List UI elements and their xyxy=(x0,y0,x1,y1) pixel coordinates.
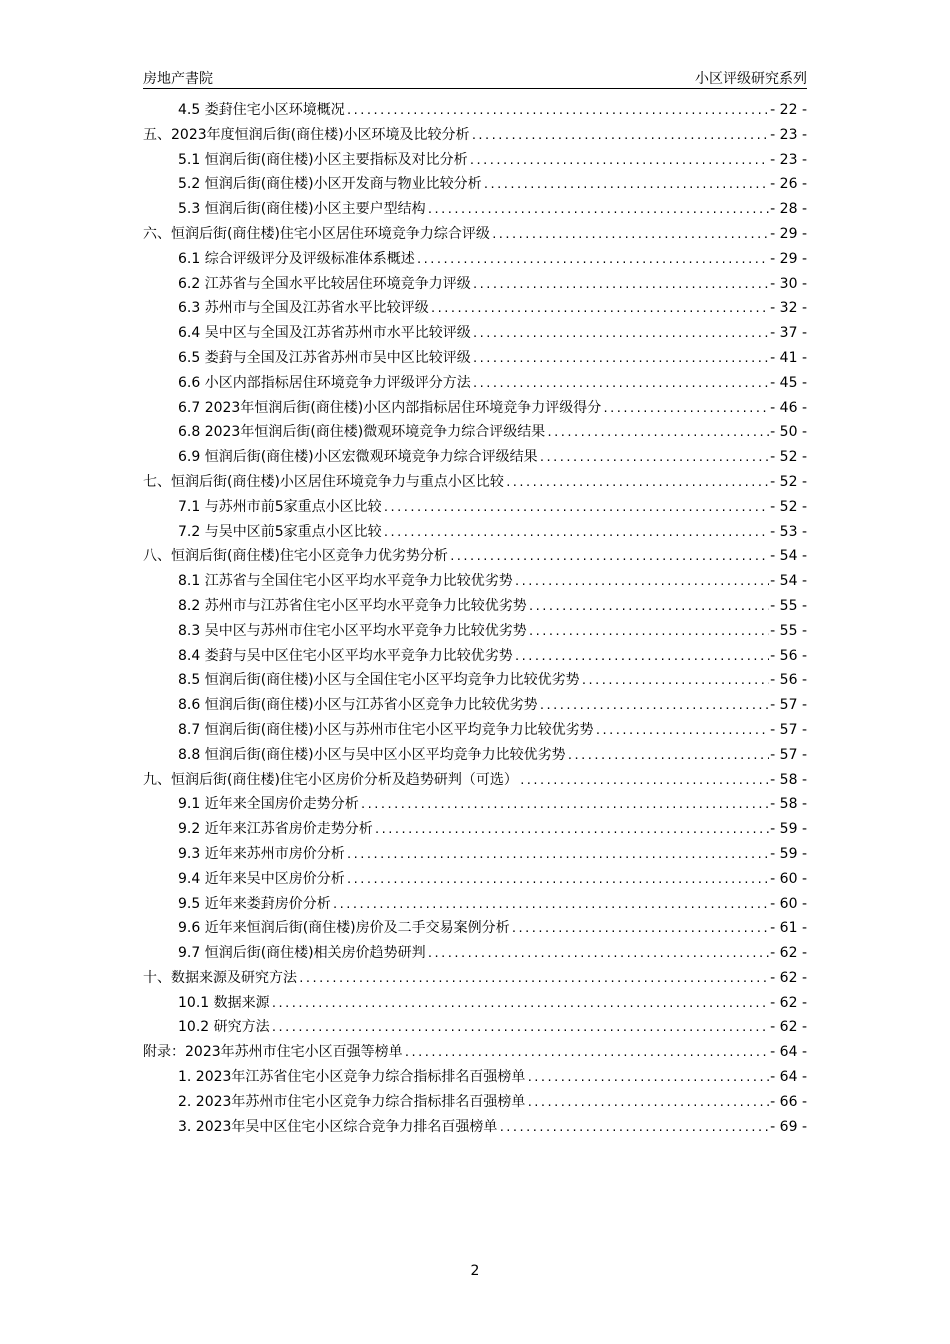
toc-entry[interactable] xyxy=(143,198,807,223)
toc-entry[interactable] xyxy=(143,868,807,893)
toc-entry-title: 9.2 近年来江苏省房价走势分析 xyxy=(178,821,373,838)
toc-entry[interactable] xyxy=(143,397,807,422)
toc-entry[interactable] xyxy=(143,273,807,298)
toc-entry-page: - 52 - xyxy=(770,449,807,466)
toc-entry-page: - 58 - xyxy=(770,796,807,813)
toc-entry-title: 8.5 恒润后街(商住楼)小区与全国住宅小区平均竞争力比较优劣势 xyxy=(178,672,580,689)
toc-entry-page: - 69 - xyxy=(770,1118,807,1135)
toc-entry-title: 8.8 恒润后街(商住楼)小区与吴中区小区平均竞争力比较优劣势 xyxy=(178,746,566,763)
toc-dot-leader xyxy=(514,650,769,663)
toc-entry-title: 1. 2023年江苏省住宅小区竞争力综合指标排名百强榜单 xyxy=(178,1069,526,1086)
toc-entry-page: - 57 - xyxy=(770,721,807,738)
toc-entry-title: 2. 2023年苏州市住宅小区竞争力综合指标排名百强榜单 xyxy=(178,1093,526,1110)
toc-entry-page: - 64 - xyxy=(770,1069,807,1086)
toc-entry[interactable] xyxy=(143,1091,807,1116)
toc-entry-page: - 62 - xyxy=(770,994,807,1011)
toc-entry-title: 8.7 恒润后街(商住楼)小区与苏州市住宅小区平均竞争力比较优劣势 xyxy=(178,721,594,738)
toc-entry-title: 9.7 恒润后街(商住楼)相关房价趋势研判 xyxy=(178,945,426,962)
toc-entry[interactable] xyxy=(143,744,807,769)
toc-dot-leader xyxy=(511,922,770,935)
toc-entry-title: 6.7 2023年恒润后街(商住楼)小区内部指标居住环境竞争力评级得分 xyxy=(178,399,602,416)
toc-entry-title: 6.9 恒润后街(商住楼)小区宏微观环境竞争力综合评级结果 xyxy=(178,449,538,466)
toc-entry-title: 7.1 与苏州市前5家重点小区比较 xyxy=(178,498,382,515)
toc-entry-title: 6.5 娄葑与全国及江苏省苏州市吴中区比较评级 xyxy=(178,349,471,366)
toc-entry-page: - 30 - xyxy=(770,275,807,292)
toc-entry-page: - 45 - xyxy=(770,374,807,391)
toc-entry[interactable] xyxy=(143,793,807,818)
toc-dot-leader xyxy=(416,253,769,266)
toc-entry[interactable] xyxy=(143,124,807,149)
toc-entry-page: - 54 - xyxy=(770,548,807,565)
toc-entry-page: - 58 - xyxy=(770,771,807,788)
toc-dot-leader xyxy=(472,327,769,340)
toc-entry-page: - 60 - xyxy=(770,895,807,912)
toc-entry-page: - 29 - xyxy=(770,250,807,267)
toc-entry-page: - 59 - xyxy=(770,845,807,862)
page-number: 2 xyxy=(470,1263,480,1279)
header-publisher: 房地产書院 xyxy=(143,71,213,87)
toc-dot-leader xyxy=(514,575,769,588)
toc-entry-page: - 62 - xyxy=(770,945,807,962)
toc-entry-page: - 22 - xyxy=(770,102,807,118)
toc-entry-title: 8.4 娄葑与吴中区住宅小区平均水平竞争力比较优劣势 xyxy=(178,647,513,664)
toc-entry-page: - 57 - xyxy=(770,746,807,763)
toc-dot-leader xyxy=(271,997,770,1010)
toc-entry[interactable] xyxy=(143,297,807,322)
toc-entry-title: 10.2 研究方法 xyxy=(178,1019,270,1036)
toc-entry[interactable] xyxy=(143,1016,807,1041)
toc-dot-leader xyxy=(528,600,769,613)
toc-entry-title: 9.3 近年来苏州市房价分析 xyxy=(178,845,345,862)
toc-dot-leader xyxy=(298,972,769,985)
toc-entry-title: 八、恒润后街(商住楼)住宅小区竞争力优劣势分析 xyxy=(143,548,448,565)
toc-entry[interactable] xyxy=(143,1066,807,1091)
toc-entry-title: 4.5 娄葑住宅小区环境概况 xyxy=(178,102,345,118)
toc-entry-title: 9.5 近年来娄葑房价分析 xyxy=(178,895,331,912)
toc-entry[interactable] xyxy=(143,496,807,521)
toc-entry-title: 附录：2023年苏州市住宅小区百强等榜单 xyxy=(143,1044,403,1061)
toc-entry-title: 九、恒润后街(商住楼)住宅小区房价分析及趋势研判（可选） xyxy=(143,771,518,788)
toc-entry-title: 3. 2023年吴中区住宅小区综合竞争力排名百强榜单 xyxy=(178,1118,498,1135)
toc-dot-leader xyxy=(505,476,769,489)
toc-dot-leader xyxy=(427,203,770,216)
toc-dot-leader xyxy=(595,724,770,737)
toc-entry-page: - 28 - xyxy=(770,201,807,218)
toc-entry-page: - 64 - xyxy=(770,1044,807,1061)
toc-entry[interactable] xyxy=(143,421,807,446)
toc-dot-leader xyxy=(346,873,769,886)
toc-entry-page: - 52 - xyxy=(770,473,807,490)
toc-entry[interactable] xyxy=(143,992,807,1017)
toc-entry[interactable] xyxy=(143,1041,807,1066)
toc-entry[interactable] xyxy=(143,769,807,794)
toc-entry-page: - 53 - xyxy=(770,523,807,540)
toc-entry-page: - 61 - xyxy=(770,920,807,937)
toc-entry[interactable] xyxy=(143,545,807,570)
toc-dot-leader xyxy=(346,104,769,117)
toc-dot-leader xyxy=(383,501,770,514)
toc-entry[interactable] xyxy=(143,99,807,124)
toc-entry[interactable] xyxy=(143,818,807,843)
toc-entry[interactable] xyxy=(143,620,807,645)
toc-entry-page: - 62 - xyxy=(770,1019,807,1036)
toc-dot-leader xyxy=(404,1046,770,1059)
toc-dot-leader xyxy=(546,426,769,439)
toc-dot-leader xyxy=(383,526,770,539)
toc-dot-leader xyxy=(491,228,769,241)
toc-entry[interactable] xyxy=(143,1116,807,1141)
toc-dot-leader xyxy=(539,699,770,712)
toc-entry-title: 七、恒润后街(商住楼)小区居住环境竞争力与重点小区比较 xyxy=(143,473,504,490)
toc-entry-title: 5.3 恒润后街(商住楼)小区主要户型结构 xyxy=(178,201,426,218)
toc-entry-title: 9.4 近年来吴中区房价分析 xyxy=(178,870,345,887)
toc-entry-page: - 50 - xyxy=(770,424,807,441)
toc-entry-page: - 66 - xyxy=(770,1093,807,1110)
toc-entry-page: - 29 - xyxy=(770,225,807,242)
toc-entry[interactable] xyxy=(143,694,807,719)
toc-entry-page: - 23 - xyxy=(770,151,807,168)
toc-entry-title: 五、2023年度恒润后街(商住楼)小区环境及比较分析 xyxy=(143,126,470,143)
toc-entry-title: 8.6 恒润后街(商住楼)小区与江苏省小区竞争力比较优劣势 xyxy=(178,697,538,714)
toc-dot-leader xyxy=(360,798,769,811)
toc-entry-page: - 57 - xyxy=(770,697,807,714)
toc-dot-leader xyxy=(374,823,769,836)
toc-entry-title: 8.1 江苏省与全国住宅小区平均水平竞争力比较优劣势 xyxy=(178,573,513,590)
toc-entry-page: - 23 - xyxy=(770,126,807,143)
toc-dot-leader xyxy=(427,947,770,960)
toc-entry-title: 5.2 恒润后街(商住楼)小区开发商与物业比较分析 xyxy=(178,176,482,193)
toc-entry-page: - 37 - xyxy=(770,325,807,342)
toc-entry-page: - 55 - xyxy=(770,622,807,639)
toc-entry-page: - 60 - xyxy=(770,870,807,887)
toc-entry-title: 6.3 苏州市与全国及江苏省水平比较评级 xyxy=(178,300,429,317)
toc-entry-page: - 54 - xyxy=(770,573,807,590)
toc-dot-leader xyxy=(602,402,769,415)
toc-entry-page: - 32 - xyxy=(770,300,807,317)
toc-entry-title: 10.1 数据来源 xyxy=(178,994,270,1011)
toc-entry[interactable] xyxy=(143,248,807,273)
toc-dot-leader xyxy=(469,154,770,167)
toc-entry[interactable] xyxy=(143,446,807,471)
toc-entry-page: - 62 - xyxy=(770,969,807,986)
page-header xyxy=(143,66,807,89)
toc-entry[interactable] xyxy=(143,347,807,372)
toc-entry-page: - 46 - xyxy=(770,399,807,416)
toc-entry[interactable] xyxy=(143,149,807,174)
toc-dot-leader xyxy=(526,1096,769,1109)
toc-entry-title: 6.4 吴中区与全国及江苏省苏州市水平比较评级 xyxy=(178,325,471,342)
toc-entry[interactable] xyxy=(143,521,807,546)
toc-dot-leader xyxy=(472,352,769,365)
toc-entry-page: - 26 - xyxy=(770,176,807,193)
toc-dot-leader xyxy=(332,898,769,911)
toc-entry-title: 5.1 恒润后街(商住楼)小区主要指标及对比分析 xyxy=(178,151,468,168)
toc-dot-leader xyxy=(498,1121,769,1134)
toc-dot-leader xyxy=(567,749,770,762)
toc-entry-page: - 41 - xyxy=(770,349,807,366)
toc-dot-leader xyxy=(449,550,769,563)
toc-entry-title: 8.2 苏州市与江苏省住宅小区平均水平竞争力比较优劣势 xyxy=(178,597,527,614)
toc-entry-title: 6.6 小区内部指标居住环境竞争力评级评分方法 xyxy=(178,374,471,391)
toc-entry[interactable] xyxy=(143,645,807,670)
toc-entry-title: 六、恒润后街(商住楼)住宅小区居住环境竞争力综合评级 xyxy=(143,225,490,242)
toc-entry-title: 6.1 综合评级评分及评级标准体系概述 xyxy=(178,250,415,267)
toc-entry-page: - 56 - xyxy=(770,647,807,664)
toc-dot-leader xyxy=(472,377,769,390)
table-of-contents xyxy=(143,99,807,1140)
toc-dot-leader xyxy=(528,625,769,638)
toc-entry[interactable] xyxy=(143,372,807,397)
toc-entry-title: 9.6 近年来恒润后街(商住楼)房价及二手交易案例分析 xyxy=(178,920,510,937)
toc-dot-leader xyxy=(483,178,770,191)
toc-entry[interactable] xyxy=(143,719,807,744)
toc-dot-leader xyxy=(581,674,770,687)
toc-entry[interactable] xyxy=(143,967,807,992)
toc-entry-title: 9.1 近年来全国房价走势分析 xyxy=(178,796,359,813)
toc-dot-leader xyxy=(471,129,770,142)
toc-entry-title: 十、数据来源及研究方法 xyxy=(143,969,297,986)
toc-dot-leader xyxy=(472,278,769,291)
toc-entry[interactable] xyxy=(143,595,807,620)
toc-entry-page: - 59 - xyxy=(770,821,807,838)
toc-entry-title: 8.3 吴中区与苏州市住宅小区平均水平竞争力比较优劣势 xyxy=(178,622,527,639)
toc-entry[interactable] xyxy=(143,173,807,198)
toc-dot-leader xyxy=(346,848,769,861)
toc-entry[interactable] xyxy=(143,570,807,595)
toc-entry[interactable] xyxy=(143,471,807,496)
toc-entry-page: - 55 - xyxy=(770,597,807,614)
toc-dot-leader xyxy=(430,302,769,315)
toc-entry-title: 6.2 江苏省与全国水平比较居住环境竞争力评级 xyxy=(178,275,471,292)
toc-entry[interactable] xyxy=(143,942,807,967)
toc-entry[interactable] xyxy=(143,843,807,868)
toc-entry[interactable] xyxy=(143,893,807,918)
toc-dot-leader xyxy=(519,774,769,787)
header-series-title: 小区评级研究系列 xyxy=(695,71,807,87)
toc-entry-title: 7.2 与吴中区前5家重点小区比较 xyxy=(178,523,382,540)
toc-entry[interactable] xyxy=(143,223,807,248)
toc-entry-title: 6.8 2023年恒润后街(商住楼)微观环境竞争力综合评级结果 xyxy=(178,424,546,441)
toc-dot-leader xyxy=(526,1071,769,1084)
toc-entry[interactable] xyxy=(143,322,807,347)
toc-entry-page: - 52 - xyxy=(770,498,807,515)
toc-entry-page: - 56 - xyxy=(770,672,807,689)
toc-dot-leader xyxy=(271,1021,770,1034)
toc-entry[interactable] xyxy=(143,917,807,942)
toc-dot-leader xyxy=(539,451,770,464)
toc-entry[interactable] xyxy=(143,669,807,694)
